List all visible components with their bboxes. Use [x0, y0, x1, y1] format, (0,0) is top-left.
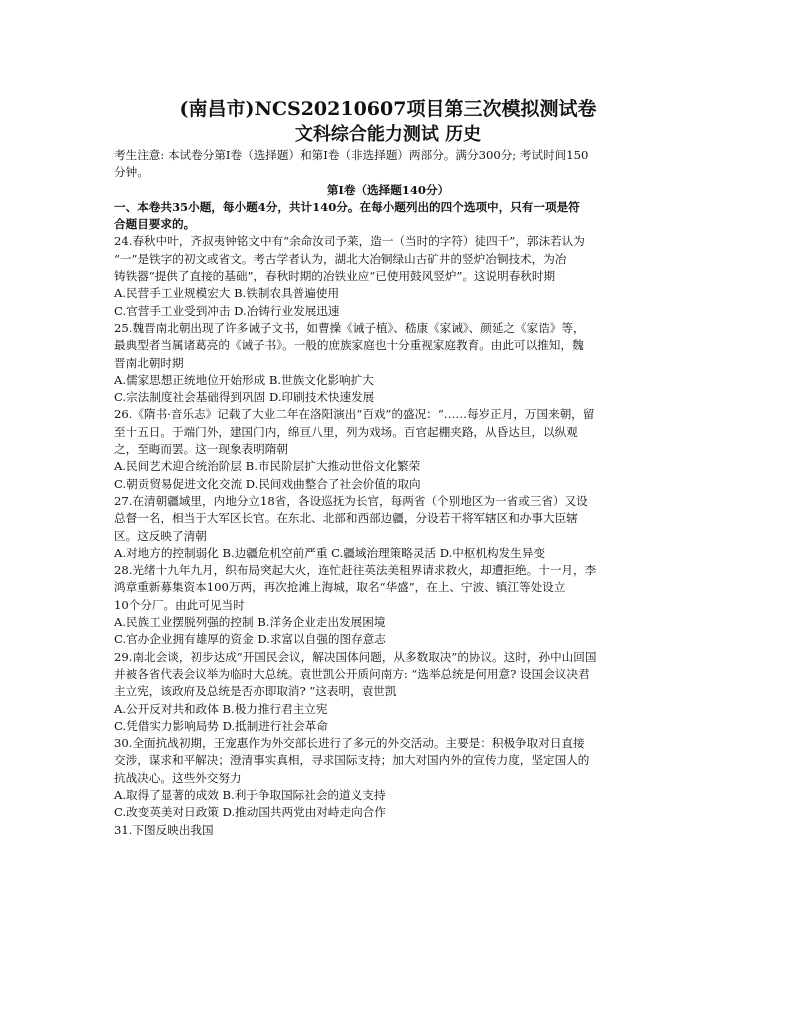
question-29 [114, 649, 662, 735]
notice-line: 考生注意: 本试卷分第Ⅰ卷（选择题）和第Ⅰ卷（非选择题）两部分。满分300分; 考试时间150 [114, 148, 589, 162]
notice [114, 147, 662, 182]
question-stem-line: 鸿章重新募集资本100万两，再次抢滩上海城，取名“华盛”，在上、宁波、镇江等处设立 [114, 580, 566, 595]
question-option-line: C.官办企业拥有雄厚的资金 D.求富以自强的图存意志 [114, 632, 386, 647]
question-stem-line: 10个分厂。由此可见当时 [114, 597, 245, 612]
question-option-line: C.凭借实力影响局势 D.抵制进行社会革命 [114, 718, 328, 733]
question-option-line: C.官营手工业受到冲击 D.冶铸行业发展迅速 [114, 303, 340, 318]
question-option-line: C.改变英美对日政策 D.推动国共两党由对峙走向合作 [114, 805, 386, 820]
question-stem-line: 31.下图反映出我国 [114, 822, 214, 837]
question-stem-line: 至十五日。于端门外，建国门内，绵亘八里，列为戏场。百官起棚夹路，从昏达旦，以纵观 [114, 424, 578, 439]
question-stem-line: 30.全面抗战初期，王宠惠作为外交部长进行了多元的外交活动。主要是：积极争取对日直接 [114, 736, 585, 751]
question-option-line: A.对地方的控制弱化 B.边疆危机空前严重 C.疆域治理策略灵活 D.中枢机构发生异变 [114, 545, 546, 560]
question-stem-line: 晋南北朝时期 [114, 355, 184, 370]
question-stem-line: 交涉，谋求和平解决；澄清事实真相，寻求国际支持；加大对国内外的宣传力度，坚定国人的 [114, 753, 590, 768]
instruction-line: 一、本卷共35小题，每小题4分，共计140分。在每小题列出的四个选项中，只有一项是符 [114, 199, 580, 214]
question-31 [114, 822, 662, 839]
question-option-line: C.朝贡贸易促进文化交流 D.民间戏曲整合了社会价值的取向 [114, 476, 421, 491]
question-list [114, 233, 662, 838]
instruction-line: 合题目要求的。 [114, 217, 196, 232]
notice-line: 分钟。 [114, 165, 149, 180]
question-stem-line: 并被各省代表会议举为临时大总统。袁世凯公开质问南方: “选举总统是何用意? 设国会议决君 [114, 666, 590, 681]
question-option-line: C.宗法制度社会基础得到巩固 D.印刷技术快速发展 [114, 390, 375, 405]
question-30 [114, 735, 662, 821]
exam-subtitle: 文科综合能力测试 历史 [294, 124, 482, 145]
question-stem-line: 29.南北会谈，初步达成“开国民会议，解决国体问题，从多数取决”的协议。这时，孙中山回国 [114, 649, 597, 664]
exam-page [114, 96, 662, 839]
question-option-line: A.取得了显著的成效 B.利于争取国际社会的道义支持 [114, 787, 386, 802]
question-stem-line: 区。这反映了清朝 [114, 528, 207, 543]
question-stem-line: 之，至晦而罢。这一现象表明隋朝 [114, 442, 288, 457]
question-24 [114, 233, 662, 319]
question-option-line: A.民间艺术迎合统治阶层 B.市民阶层扩大推动世俗文化繁荣 [114, 459, 421, 474]
question-stem-line: 25.魏晋南北朝出现了许多诫子文书，如曹操《诫子植》、嵇康《家诫》、颜延之《家诰》等， [114, 320, 585, 335]
question-option-line: A.民营手工业规模宏大 B.铁制农具普遍使用 [114, 286, 340, 301]
question-stem-line: 抗战决心。这些外交努力 [114, 770, 242, 785]
section-title: 第Ⅰ卷（选择题140分） [326, 182, 450, 197]
question-option-line: A.公开反对共和政体 B.极力推行君主立宪 [114, 701, 328, 716]
section-instructions [114, 199, 662, 234]
question-stem-line: 26.《隋书·音乐志》记载了大业二年在洛阳演出“百戏”的盛况：“……每岁正月，万国来朝，留 [114, 407, 595, 422]
question-25 [114, 320, 662, 406]
question-stem-line: 28.光绪十九年九月，织布局突起大火，连忙赶往英法美租界请求救火，却遭拒绝。十一月，李 [114, 563, 597, 578]
question-28 [114, 562, 662, 648]
question-stem-line: “一”是铁字的初文或省文。考古学者认为，湖北大冶铜绿山古矿井的竖炉冶铜技术，为冶 [114, 251, 567, 266]
question-stem-line: 铸铁器“提供了直接的基础”，春秋时期的冶铁业应“已使用鼓风竖炉”。这说明春秋时期 [114, 269, 556, 284]
question-stem-line: 24.春秋中叶，齐叔夷钟铭文中有“余命汝司予莱，造一（当时的字符）徒四千”，郭沫若认为 [114, 234, 585, 249]
question-option-line: A.民族工业摆脱列强的控制 B.洋务企业走出发展困境 [114, 615, 386, 630]
question-option-line: A.儒家思想正统地位开始形成 B.世族文化影响扩大 [114, 372, 374, 387]
question-stem-line: 27.在清朝疆域里，内地分立18省，各设巡抚为长官，每两省（个别地区为一省或三省）又设 [114, 493, 588, 508]
question-26 [114, 406, 662, 492]
question-stem-line: 主立宪，该政府及总统是否亦即取消? ”这表明，袁世凯 [114, 684, 397, 699]
exam-title: (南昌市)NCS20210607项目第三次模拟测试卷 [179, 98, 597, 120]
question-stem-line: 总督一名，相当于大军区长官。在东北、北部和西部边疆，分设若干将军辖区和办事大臣辖 [114, 511, 578, 526]
question-stem-line: 最典型者当属诸葛亮的《诫子书》。一般的庶族家庭也十分重视家庭教育。由此可以推知，魏 [114, 338, 584, 353]
question-27 [114, 493, 662, 562]
